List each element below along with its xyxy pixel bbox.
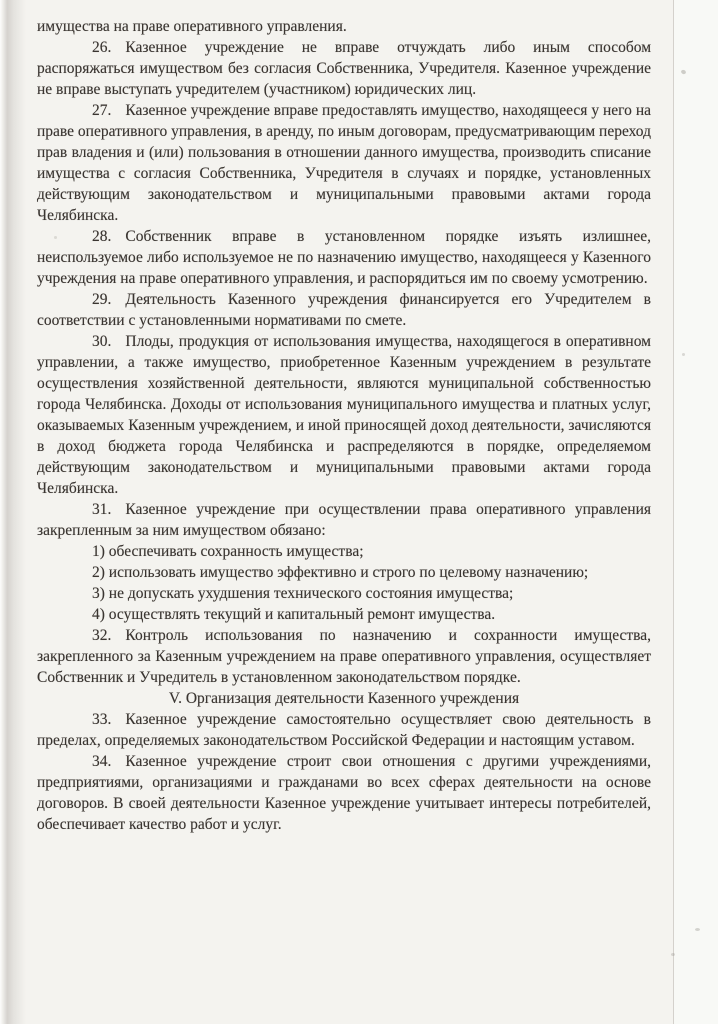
list-item-2: 2) использовать имущество эффективно и строго по целевому назначению; <box>92 564 589 581</box>
scan-right-edge-strip <box>673 0 718 1024</box>
paragraph-30 <box>37 331 651 499</box>
paragraph-31-number: 31. <box>92 501 112 518</box>
document-text-block <box>37 16 651 835</box>
paragraph-31-text: Казенное учреждение при осуществлении права оперативного управления закрепленным за ним имуществом обязано: <box>37 501 651 539</box>
paragraph-29 <box>37 289 651 331</box>
paragraph-28-text: Собственник вправе в установленном порядке изъять излишнее, неиспользуемое либо используемое не по назначению имущество, находящееся у Казенного учреждения на праве оперативного управления, и распорядиться им по своему усмотрению. <box>37 228 651 287</box>
paragraph-33-number: 33. <box>92 711 112 728</box>
paragraph-34-number: 34. <box>92 753 112 770</box>
scan-speck <box>682 353 685 356</box>
paragraph-30-number: 30. <box>92 333 112 350</box>
paragraph-29-text: Деятельность Казенного учреждения финансируется его Учредителем в соответствии с установленными нормативами по смете. <box>37 291 651 329</box>
paragraph-32 <box>37 625 651 688</box>
paragraph-34-text: Казенное учреждение строит свои отношения с другими учреждениями, предприятиями, организациями и гражданами во всех сферах деятельности на основе договоров. В своей деятельности Казенное учреждение учитывает интересы потребителей, обеспечивает качество работ и услуг. <box>37 753 651 833</box>
paragraph-33 <box>37 709 651 751</box>
scan-speck <box>695 928 700 931</box>
paragraph-33-text: Казенное учреждение самостоятельно осуществляет свою деятельность в пределах, определяемых законодательством Российской Федерации и настоящим уставом. <box>37 711 651 749</box>
paragraph-27-text: Казенное учреждение вправе предоставлять имущество, находящееся у него на праве оперативного управления, в аренду, по иным договорам, предусматривающим переход прав владения и (или) пользования в отношении данного имущества, производить списание имущества с согласия Собственника, Учредителя в случаях и порядке, установленных действующим законодательством и муниципальными правовыми актами города Челябинска. <box>37 102 651 224</box>
scan-left-edge-shadow <box>0 0 26 1024</box>
paragraph-29-number: 29. <box>92 291 112 308</box>
paragraph-28 <box>37 226 651 289</box>
paragraph-30-text: Плоды, продукция от использования имущества, находящегося в оперативном управлении, а также имущество, приобретенное Казенным учреждением в результате осуществления хозяйственной деятельности, являются муниципальной собственностью города Челябинска. Доходы от использования муниципального имущества и платных услуг, оказываемых Казенным учреждением, и иной приносящей доход деятельности, зачисляются в доход бюджета города Челябинска и распределяются в порядке, определяемом действующим законодательством и муниципальными правовыми актами города Челябинска. <box>37 333 651 497</box>
section-heading-v: V. Организация деятельности Казенного учреждения <box>168 690 520 707</box>
paragraph-34 <box>37 751 651 835</box>
paragraph-31 <box>37 499 651 541</box>
list-item-1: 1) обеспечивать сохранность имущества; <box>92 543 364 560</box>
paragraph-26-text: Казенное учреждение не вправе отчуждать либо иным способом распоряжаться имуществом без согласия Собственника, Учредителя. Казенное учреждение не вправе выступать учредителем (участником) юридических лиц. <box>37 39 651 98</box>
paragraph-27-number: 27. <box>92 102 112 119</box>
paragraph-32-text: Контроль использования по назначению и сохранности имущества, закрепленного за Казенным учреждением на праве оперативного управления, осуществляет Собственник и Учредитель в установленном законодательством порядке. <box>37 627 651 686</box>
list-item-3: 3) не допускать ухудшения технического состояния имущества; <box>92 585 514 602</box>
paragraph-26 <box>37 37 651 100</box>
paragraph-27 <box>37 100 651 226</box>
paragraph-26-number: 26. <box>92 39 112 56</box>
paragraph-32-number: 32. <box>92 627 112 644</box>
scan-speck <box>671 953 675 956</box>
list-item-4: 4) осуществлять текущий и капитальный ремонт имущества. <box>92 606 496 623</box>
paragraph-28-number: 28. <box>92 228 112 245</box>
paragraph-continuation: имущества на праве оперативного управления. <box>37 18 347 35</box>
